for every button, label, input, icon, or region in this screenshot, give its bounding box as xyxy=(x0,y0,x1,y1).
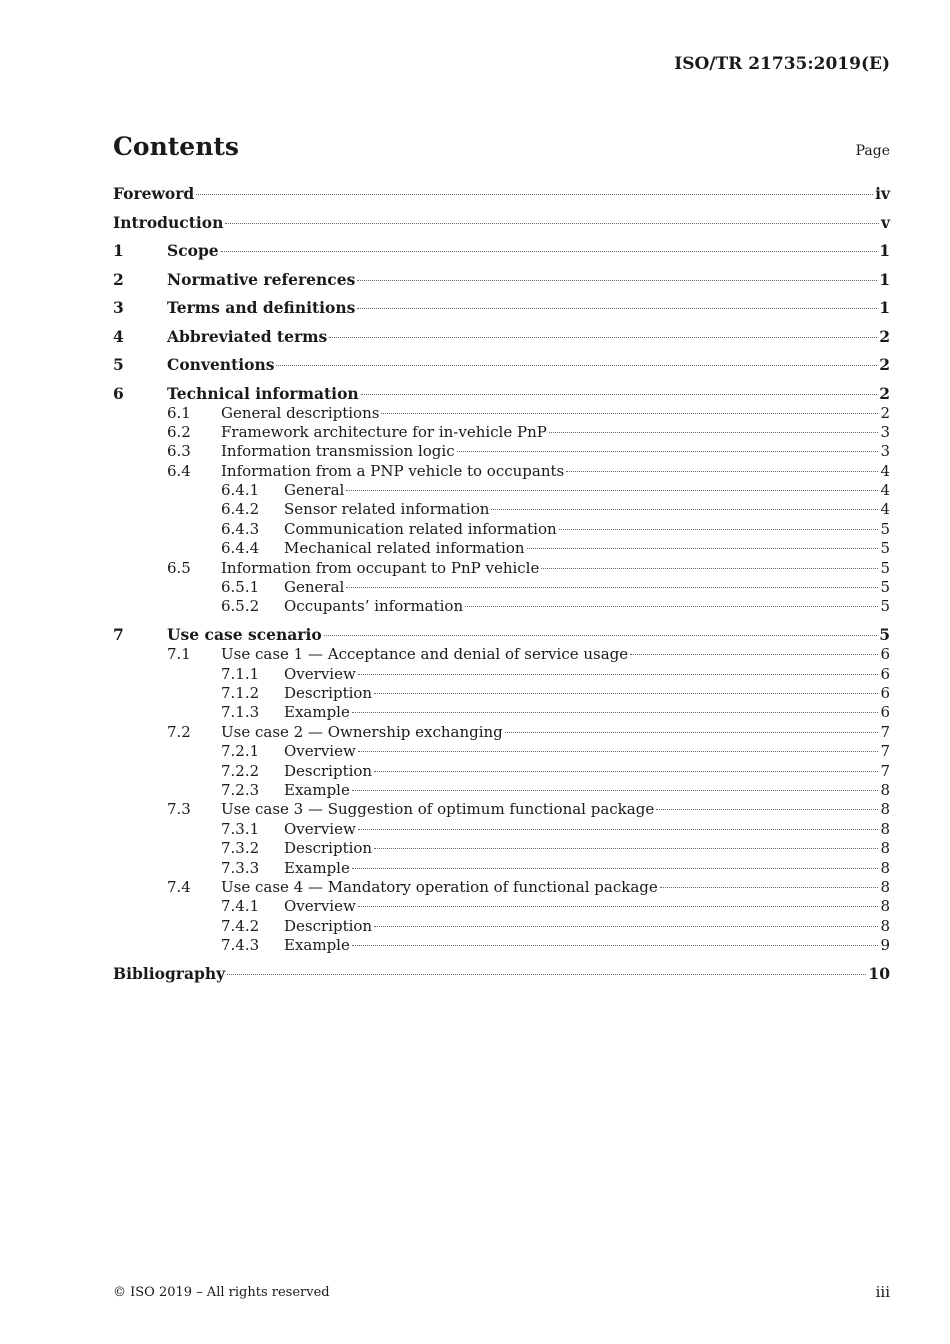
copyright-notice: © ISO 2019 – All rights reserved xyxy=(113,1285,330,1300)
toc-entry-title: Description xyxy=(284,684,373,703)
toc-entry-title: General xyxy=(284,578,345,597)
toc-entry-page: 4 xyxy=(880,461,890,480)
toc-entry[interactable] xyxy=(113,859,890,878)
toc-entry-number: 7.4.1 xyxy=(221,897,260,916)
toc-entry[interactable] xyxy=(113,665,890,684)
toc-entry-page: 2 xyxy=(880,403,890,422)
toc-entry-title: Introduction xyxy=(113,212,224,232)
toc-entry[interactable] xyxy=(113,964,890,984)
toc-entry-title: Mechanical related information xyxy=(284,539,525,558)
toc-entry-number: 6.4.1 xyxy=(221,481,260,500)
toc-entry[interactable] xyxy=(113,270,890,290)
toc-entry[interactable] xyxy=(113,684,890,703)
toc-entry-number: 7 xyxy=(113,625,124,645)
toc-entry-page: 5 xyxy=(880,519,890,538)
toc-entry-title: Use case 3 — Suggestion of optimum functional package xyxy=(221,800,655,819)
toc-entry-title: Example xyxy=(284,858,350,877)
dot-leader xyxy=(660,887,879,888)
toc-entry-page: 10 xyxy=(868,964,890,984)
toc-entry[interactable] xyxy=(113,645,890,664)
dot-leader xyxy=(549,432,879,433)
toc-entry-page: 8 xyxy=(880,897,890,916)
toc-entry-number: 7.4.3 xyxy=(221,936,260,955)
toc-entry[interactable] xyxy=(113,703,890,722)
dot-leader xyxy=(352,945,879,946)
toc-entry-number: 7.1 xyxy=(167,645,191,664)
toc-entry-page: 8 xyxy=(880,858,890,877)
toc-entry-page: 4 xyxy=(880,500,890,519)
toc-entry-title: Description xyxy=(284,839,373,858)
dot-leader xyxy=(361,394,878,395)
toc-entry-number: 6.5.2 xyxy=(221,597,260,616)
toc-entry-page: 3 xyxy=(880,442,890,461)
toc-entry-title: Overview xyxy=(284,664,356,683)
toc-entry-number: 7.1.2 xyxy=(221,684,260,703)
toc-entry-title: Sensor related information xyxy=(284,500,490,519)
toc-entry-title: Framework architecture for in-vehicle PnP xyxy=(221,422,547,441)
toc-entry[interactable] xyxy=(113,625,890,645)
toc-entry-title: Bibliography xyxy=(113,964,226,984)
toc-entry-number: 6.1 xyxy=(167,403,191,422)
toc-entry[interactable] xyxy=(113,936,890,955)
toc-entry-page: 3 xyxy=(880,422,890,441)
toc-entry-page: 2 xyxy=(879,326,890,346)
dot-leader xyxy=(196,194,873,195)
dot-leader xyxy=(656,809,878,810)
toc-entry-title: Description xyxy=(284,916,373,935)
toc-entry[interactable] xyxy=(113,384,890,404)
toc-entry-number: 7.3.2 xyxy=(221,839,260,858)
dot-leader xyxy=(221,251,878,252)
dot-leader xyxy=(357,308,877,309)
toc-entry-number: 4 xyxy=(113,326,124,346)
table-of-contents xyxy=(113,184,890,984)
dot-leader xyxy=(541,568,878,569)
toc-entry-page: 5 xyxy=(879,625,890,645)
dot-leader xyxy=(352,712,879,713)
page-column-label: Page xyxy=(855,143,890,159)
toc-entry-page: 7 xyxy=(880,761,890,780)
dot-leader xyxy=(357,280,877,281)
toc-entry-number: 6.4.2 xyxy=(221,500,260,519)
toc-entry-number: 7.3 xyxy=(167,800,191,819)
toc-entry[interactable] xyxy=(113,539,890,558)
toc-entry-number: 7.4 xyxy=(167,877,191,896)
toc-entry-number: 7.4.2 xyxy=(221,916,260,935)
toc-entry-page: 8 xyxy=(880,916,890,935)
toc-entry-title: Overview xyxy=(284,742,356,761)
dot-leader xyxy=(225,223,879,224)
toc-entry[interactable] xyxy=(113,241,890,261)
toc-entry-title: General xyxy=(284,481,345,500)
dot-leader xyxy=(491,509,878,510)
toc-entry[interactable] xyxy=(113,462,890,481)
toc-entry-title: Foreword xyxy=(113,184,195,203)
dot-leader xyxy=(346,587,878,588)
dot-leader xyxy=(227,974,866,975)
toc-entry-page: 8 xyxy=(880,800,890,819)
toc-entry-page: 1 xyxy=(879,298,890,317)
dot-leader xyxy=(276,365,877,366)
toc-entry[interactable] xyxy=(113,723,890,742)
toc-entry-number: 7.3.1 xyxy=(221,819,260,838)
toc-entry-page: 7 xyxy=(880,722,890,741)
dot-leader xyxy=(374,693,878,694)
toc-entry-number: 6.3 xyxy=(167,442,191,461)
toc-entry-title: Overview xyxy=(284,897,356,916)
toc-entry-title: Example xyxy=(284,936,350,955)
toc-entry-page: 2 xyxy=(879,383,890,403)
toc-entry-number: 7.2 xyxy=(167,722,191,741)
dot-leader xyxy=(358,751,879,752)
toc-entry-page: 1 xyxy=(879,241,890,260)
toc-entry[interactable] xyxy=(113,184,890,204)
toc-entry[interactable] xyxy=(113,820,890,839)
toc-entry[interactable] xyxy=(113,781,890,800)
toc-entry-number: 3 xyxy=(113,298,124,317)
toc-entry-number: 7.2.2 xyxy=(221,761,260,780)
toc-entry-number: 6.4 xyxy=(167,461,191,480)
toc-entry-title: Occupants’ information xyxy=(284,597,464,616)
dot-leader xyxy=(352,790,879,791)
toc-entry-page: 6 xyxy=(880,664,890,683)
dot-leader xyxy=(505,732,879,733)
toc-entry-number: 5 xyxy=(113,355,124,374)
dot-leader xyxy=(358,829,879,830)
toc-entry-number: 6.5 xyxy=(167,558,191,577)
dot-leader xyxy=(566,471,878,472)
toc-entry-page: 2 xyxy=(879,355,890,374)
toc-entry-title: Overview xyxy=(284,819,356,838)
dot-leader xyxy=(346,490,878,491)
toc-entry-number: 6.5.1 xyxy=(221,578,260,597)
toc-entry[interactable] xyxy=(113,213,890,233)
toc-entry-title: Use case 4 — Mandatory operation of functional package xyxy=(221,877,658,896)
toc-entry[interactable] xyxy=(113,355,890,375)
toc-entry-page: 5 xyxy=(880,597,890,616)
toc-entry-title: Communication related information xyxy=(284,519,557,538)
toc-entry[interactable] xyxy=(113,327,890,347)
toc-entry[interactable] xyxy=(113,800,890,819)
toc-entry[interactable] xyxy=(113,578,890,597)
toc-entry-number: 1 xyxy=(113,241,124,260)
toc-entry-page: 6 xyxy=(880,703,890,722)
dot-leader xyxy=(329,337,877,338)
dot-leader xyxy=(358,674,879,675)
dot-leader xyxy=(358,906,879,907)
toc-entry-page: 9 xyxy=(880,936,890,955)
dot-leader xyxy=(630,654,878,655)
toc-entry-number: 6 xyxy=(113,383,124,403)
toc-entry[interactable] xyxy=(113,442,890,461)
toc-entry-page: 8 xyxy=(880,877,890,896)
dot-leader xyxy=(381,413,878,414)
dot-leader xyxy=(465,606,878,607)
toc-entry[interactable] xyxy=(113,762,890,781)
toc-entry-page: 4 xyxy=(880,481,890,500)
toc-entry-title: Information from a PNP vehicle to occupants xyxy=(221,461,565,480)
dot-leader xyxy=(457,451,879,452)
toc-entry[interactable] xyxy=(113,500,890,519)
toc-entry-title: Information transmission logic xyxy=(221,442,455,461)
dot-leader xyxy=(527,548,879,549)
toc-entry[interactable] xyxy=(113,404,890,423)
toc-entry[interactable] xyxy=(113,917,890,936)
dot-leader xyxy=(374,926,878,927)
toc-entry-page: v xyxy=(880,212,890,232)
toc-entry-number: 7.3.3 xyxy=(221,858,260,877)
toc-entry-title: Information from occupant to PnP vehicle xyxy=(221,558,540,577)
toc-entry-title: Terms and definitions xyxy=(167,298,356,317)
dot-leader xyxy=(374,771,878,772)
toc-entry[interactable] xyxy=(113,742,890,761)
toc-entry-page: 5 xyxy=(880,578,890,597)
toc-entry-number: 6.4.3 xyxy=(221,519,260,538)
dot-leader xyxy=(559,529,879,530)
toc-entry-title: Abbreviated terms xyxy=(167,326,328,346)
toc-entry-page: 8 xyxy=(880,819,890,838)
toc-entry-title: General descriptions xyxy=(221,403,380,422)
toc-entry-title: Example xyxy=(284,703,350,722)
document-id: ISO/TR 21735:2019(E) xyxy=(674,54,890,74)
toc-entry-page: 5 xyxy=(880,558,890,577)
toc-entry-title: Normative references xyxy=(167,269,356,289)
page-title: Contents xyxy=(113,132,240,161)
toc-entry-title: Description xyxy=(284,761,373,780)
toc-entry-page: 8 xyxy=(880,839,890,858)
dot-leader xyxy=(374,848,878,849)
toc-entry-number: 7.2.3 xyxy=(221,781,260,800)
toc-entry-title: Example xyxy=(284,781,350,800)
toc-entry-title: Use case 1 — Acceptance and denial of service usage xyxy=(221,645,629,664)
toc-entry-title: Scope xyxy=(167,241,219,260)
toc-entry-number: 7.1.3 xyxy=(221,703,260,722)
toc-entry-title: Use case scenario xyxy=(167,625,322,645)
toc-entry-title: Conventions xyxy=(167,355,275,374)
toc-entry-page: 6 xyxy=(880,684,890,703)
toc-entry-page: 6 xyxy=(880,645,890,664)
toc-entry[interactable] xyxy=(113,423,890,442)
toc-entry[interactable] xyxy=(113,559,890,578)
toc-entry-page: iv xyxy=(875,184,890,203)
toc-entry[interactable] xyxy=(113,520,890,539)
toc-entry-number: 6.2 xyxy=(167,422,191,441)
toc-entry[interactable] xyxy=(113,597,890,616)
toc-entry-number: 6.4.4 xyxy=(221,539,260,558)
toc-entry[interactable] xyxy=(113,897,890,916)
toc-entry-title: Technical information xyxy=(167,383,359,403)
toc-entry-number: 2 xyxy=(113,269,124,289)
toc-entry-page: 5 xyxy=(880,539,890,558)
dot-leader xyxy=(352,868,879,869)
toc-entry[interactable] xyxy=(113,298,890,318)
toc-entry[interactable] xyxy=(113,839,890,858)
dot-leader xyxy=(324,635,878,636)
page-number: iii xyxy=(875,1283,890,1301)
toc-entry-page: 7 xyxy=(880,742,890,761)
toc-entry-page: 8 xyxy=(880,781,890,800)
toc-entry[interactable] xyxy=(113,481,890,500)
toc-entry-number: 7.2.1 xyxy=(221,742,260,761)
toc-entry-page: 1 xyxy=(879,269,890,289)
toc-entry-number: 7.1.1 xyxy=(221,664,260,683)
toc-entry-title: Use case 2 — Ownership exchanging xyxy=(221,722,503,741)
toc-entry[interactable] xyxy=(113,878,890,897)
